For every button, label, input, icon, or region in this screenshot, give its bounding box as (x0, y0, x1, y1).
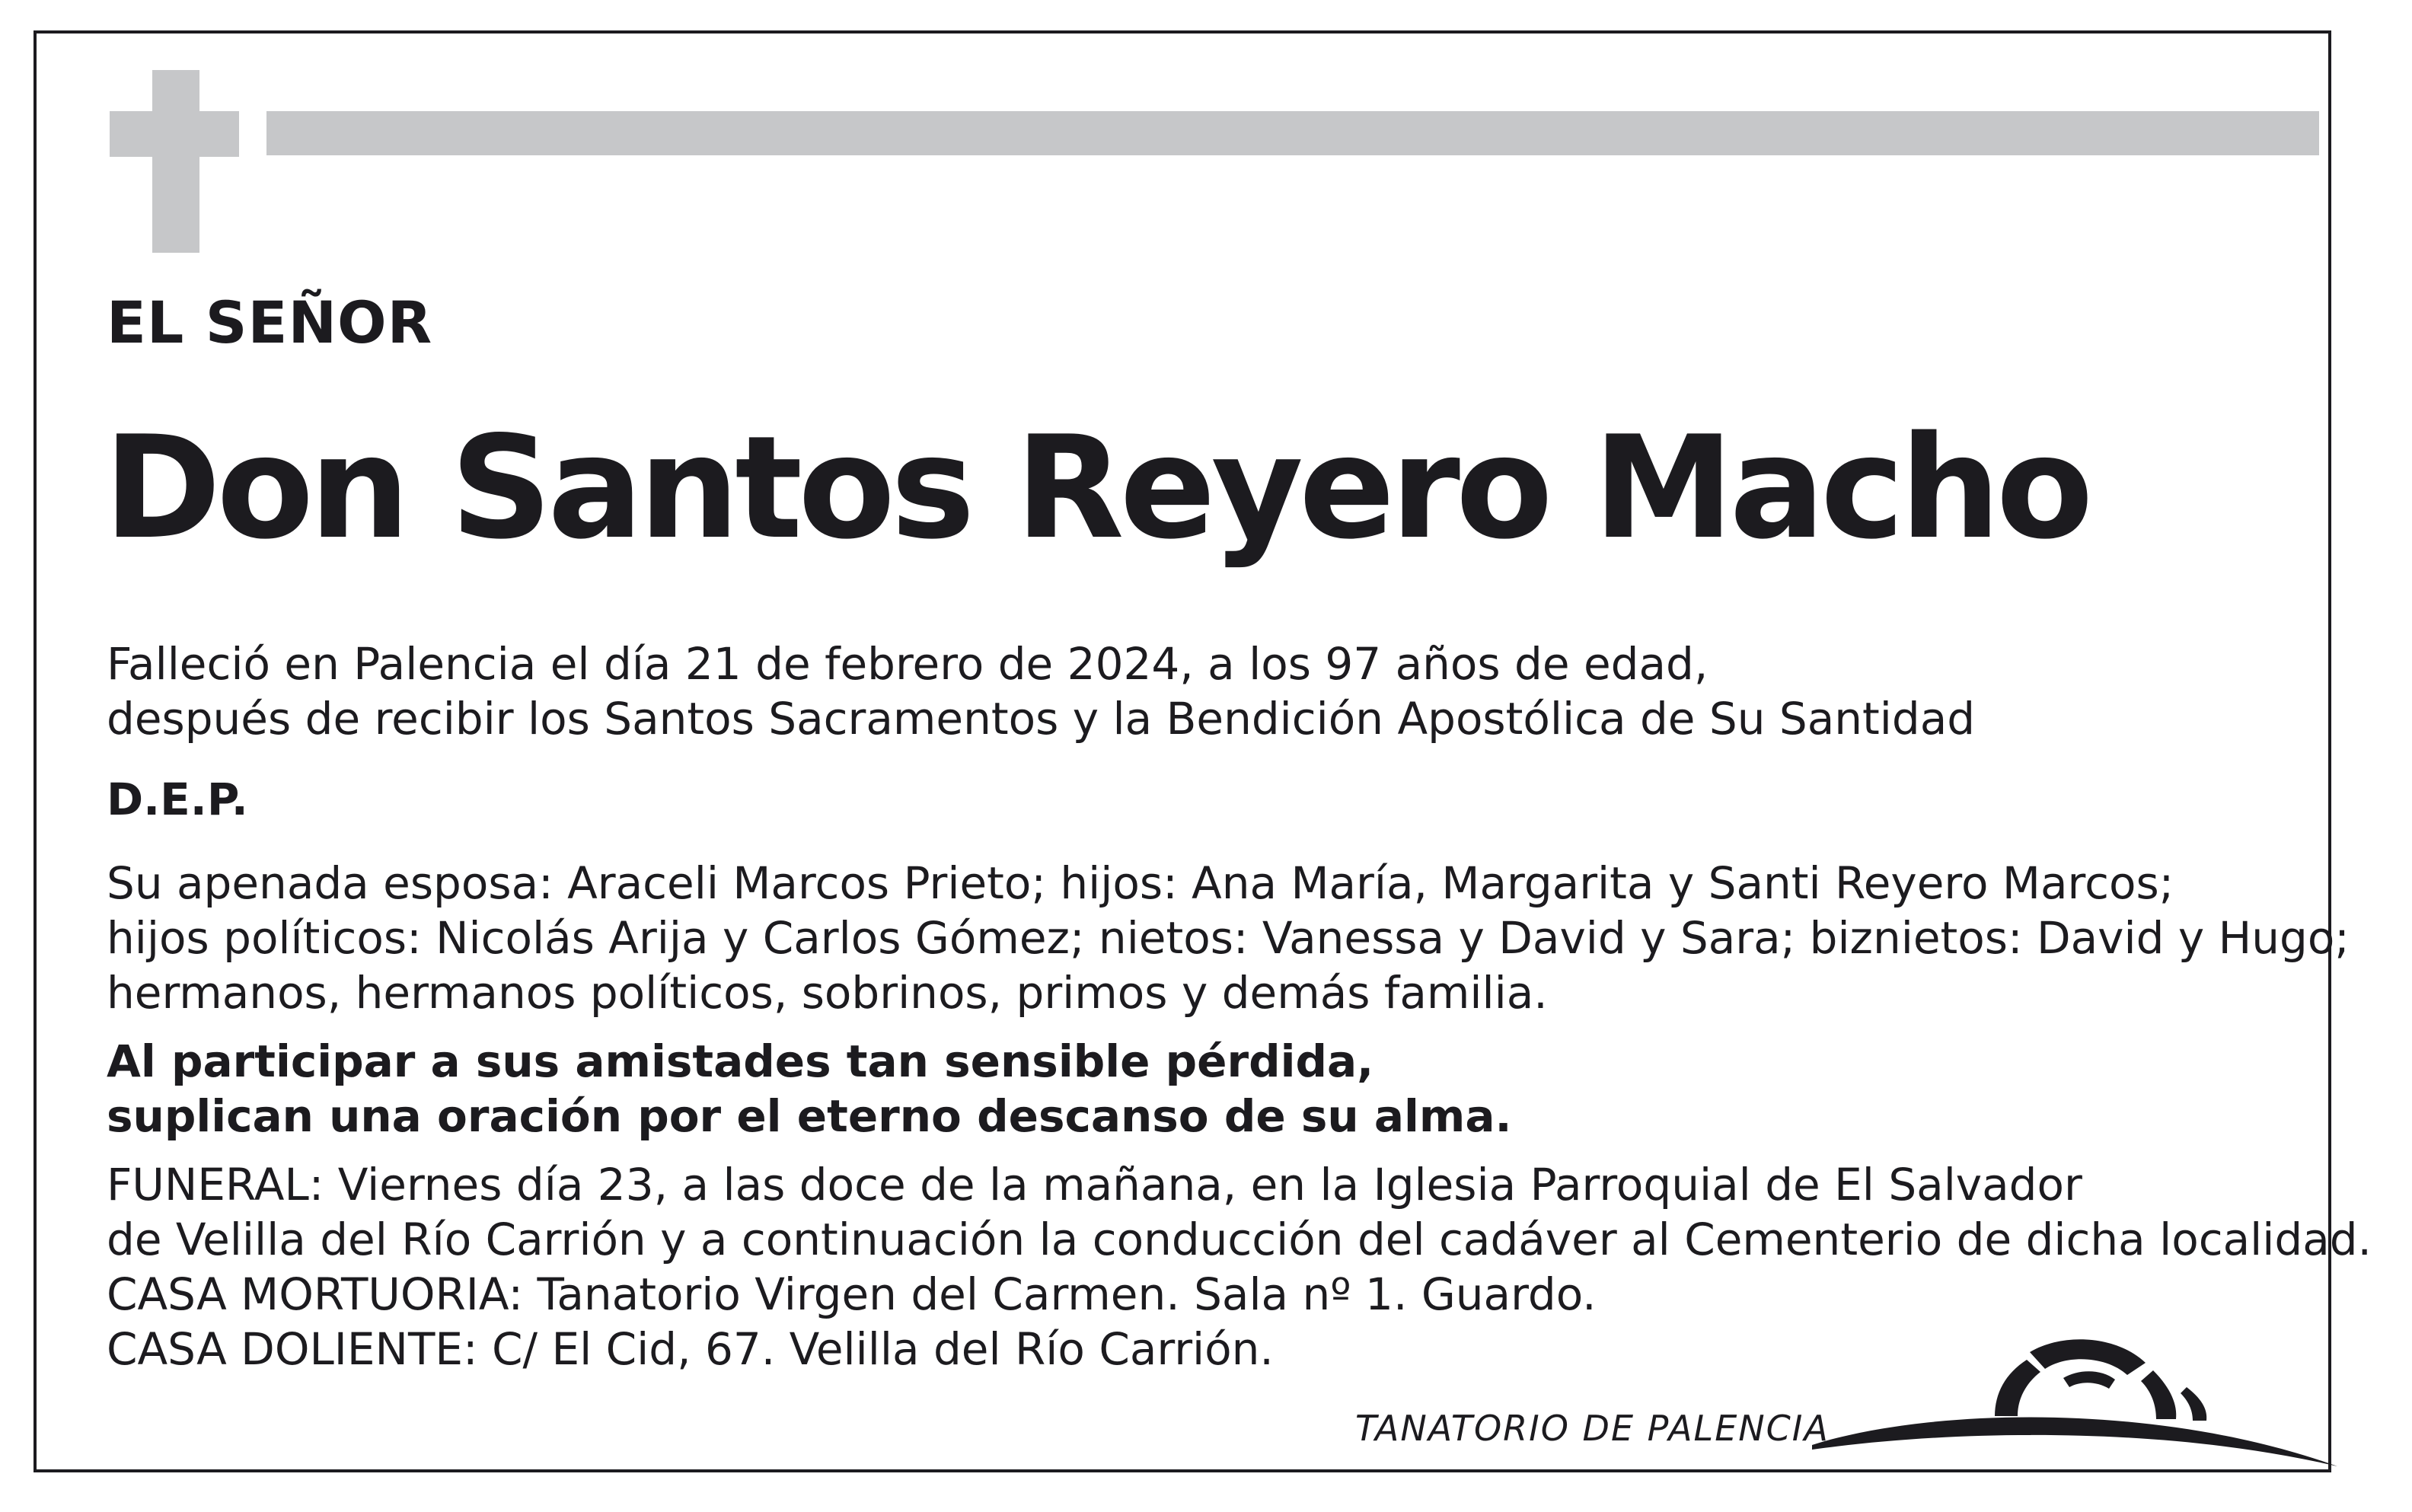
deceased-name: Don Santos Reyero Macho (104, 405, 2089, 570)
death-details (107, 636, 1975, 746)
request-line: suplican una oración por el eterno descanso de su alma. (107, 1090, 1512, 1142)
header-rule (266, 111, 2319, 155)
funeral-home-name: TANATORIO DE PALENCIA (1355, 1408, 1830, 1449)
service-line: de Velilla del Río Carrión y a continuación la conducción del cadáver al Cementerio de dicha localidad. (107, 1214, 2372, 1265)
cross-icon-vertical (152, 70, 199, 253)
salutation: EL SEÑOR (107, 289, 433, 356)
cross-icon-horizontal (110, 111, 239, 157)
family-list (107, 856, 2350, 1020)
request-line: Al participar a sus amistades tan sensible pérdida, (107, 1035, 1374, 1087)
funeral-home-logo-icon (1812, 1309, 2345, 1477)
service-line: CASA MORTUORIA: Tanatorio Virgen del Carmen. Sala nº 1. Guardo. (107, 1268, 1597, 1320)
death-line: después de recibir los Santos Sacramentos y la Bendición Apostólica de Su Santidad (107, 693, 1976, 745)
dep-abbrev: D.E.P. (107, 774, 248, 825)
family-line: Su apenada esposa: Araceli Marcos Prieto; hijos: Ana María, Margarita y Santi Reyero Marcos; (107, 857, 2174, 909)
death-line: Falleció en Palencia el día 21 de febrero de 2024, a los 97 años de edad, (107, 638, 1708, 690)
service-line: CASA DOLIENTE: C/ El Cid, 67. Velilla del Río Carrión. (107, 1323, 1274, 1375)
prayer-request (107, 1034, 1512, 1144)
service-line: FUNERAL: Viernes día 23, a las doce de la mañana, en la Iglesia Parroquial de El Salvador (107, 1159, 2082, 1211)
family-line: hermanos, hermanos políticos, sobrinos, primos y demás familia. (107, 967, 1548, 1019)
family-line: hijos políticos: Nicolás Arija y Carlos Gómez; nietos: Vanessa y David y Sara; biznietos: David y Hugo; (107, 912, 2350, 964)
